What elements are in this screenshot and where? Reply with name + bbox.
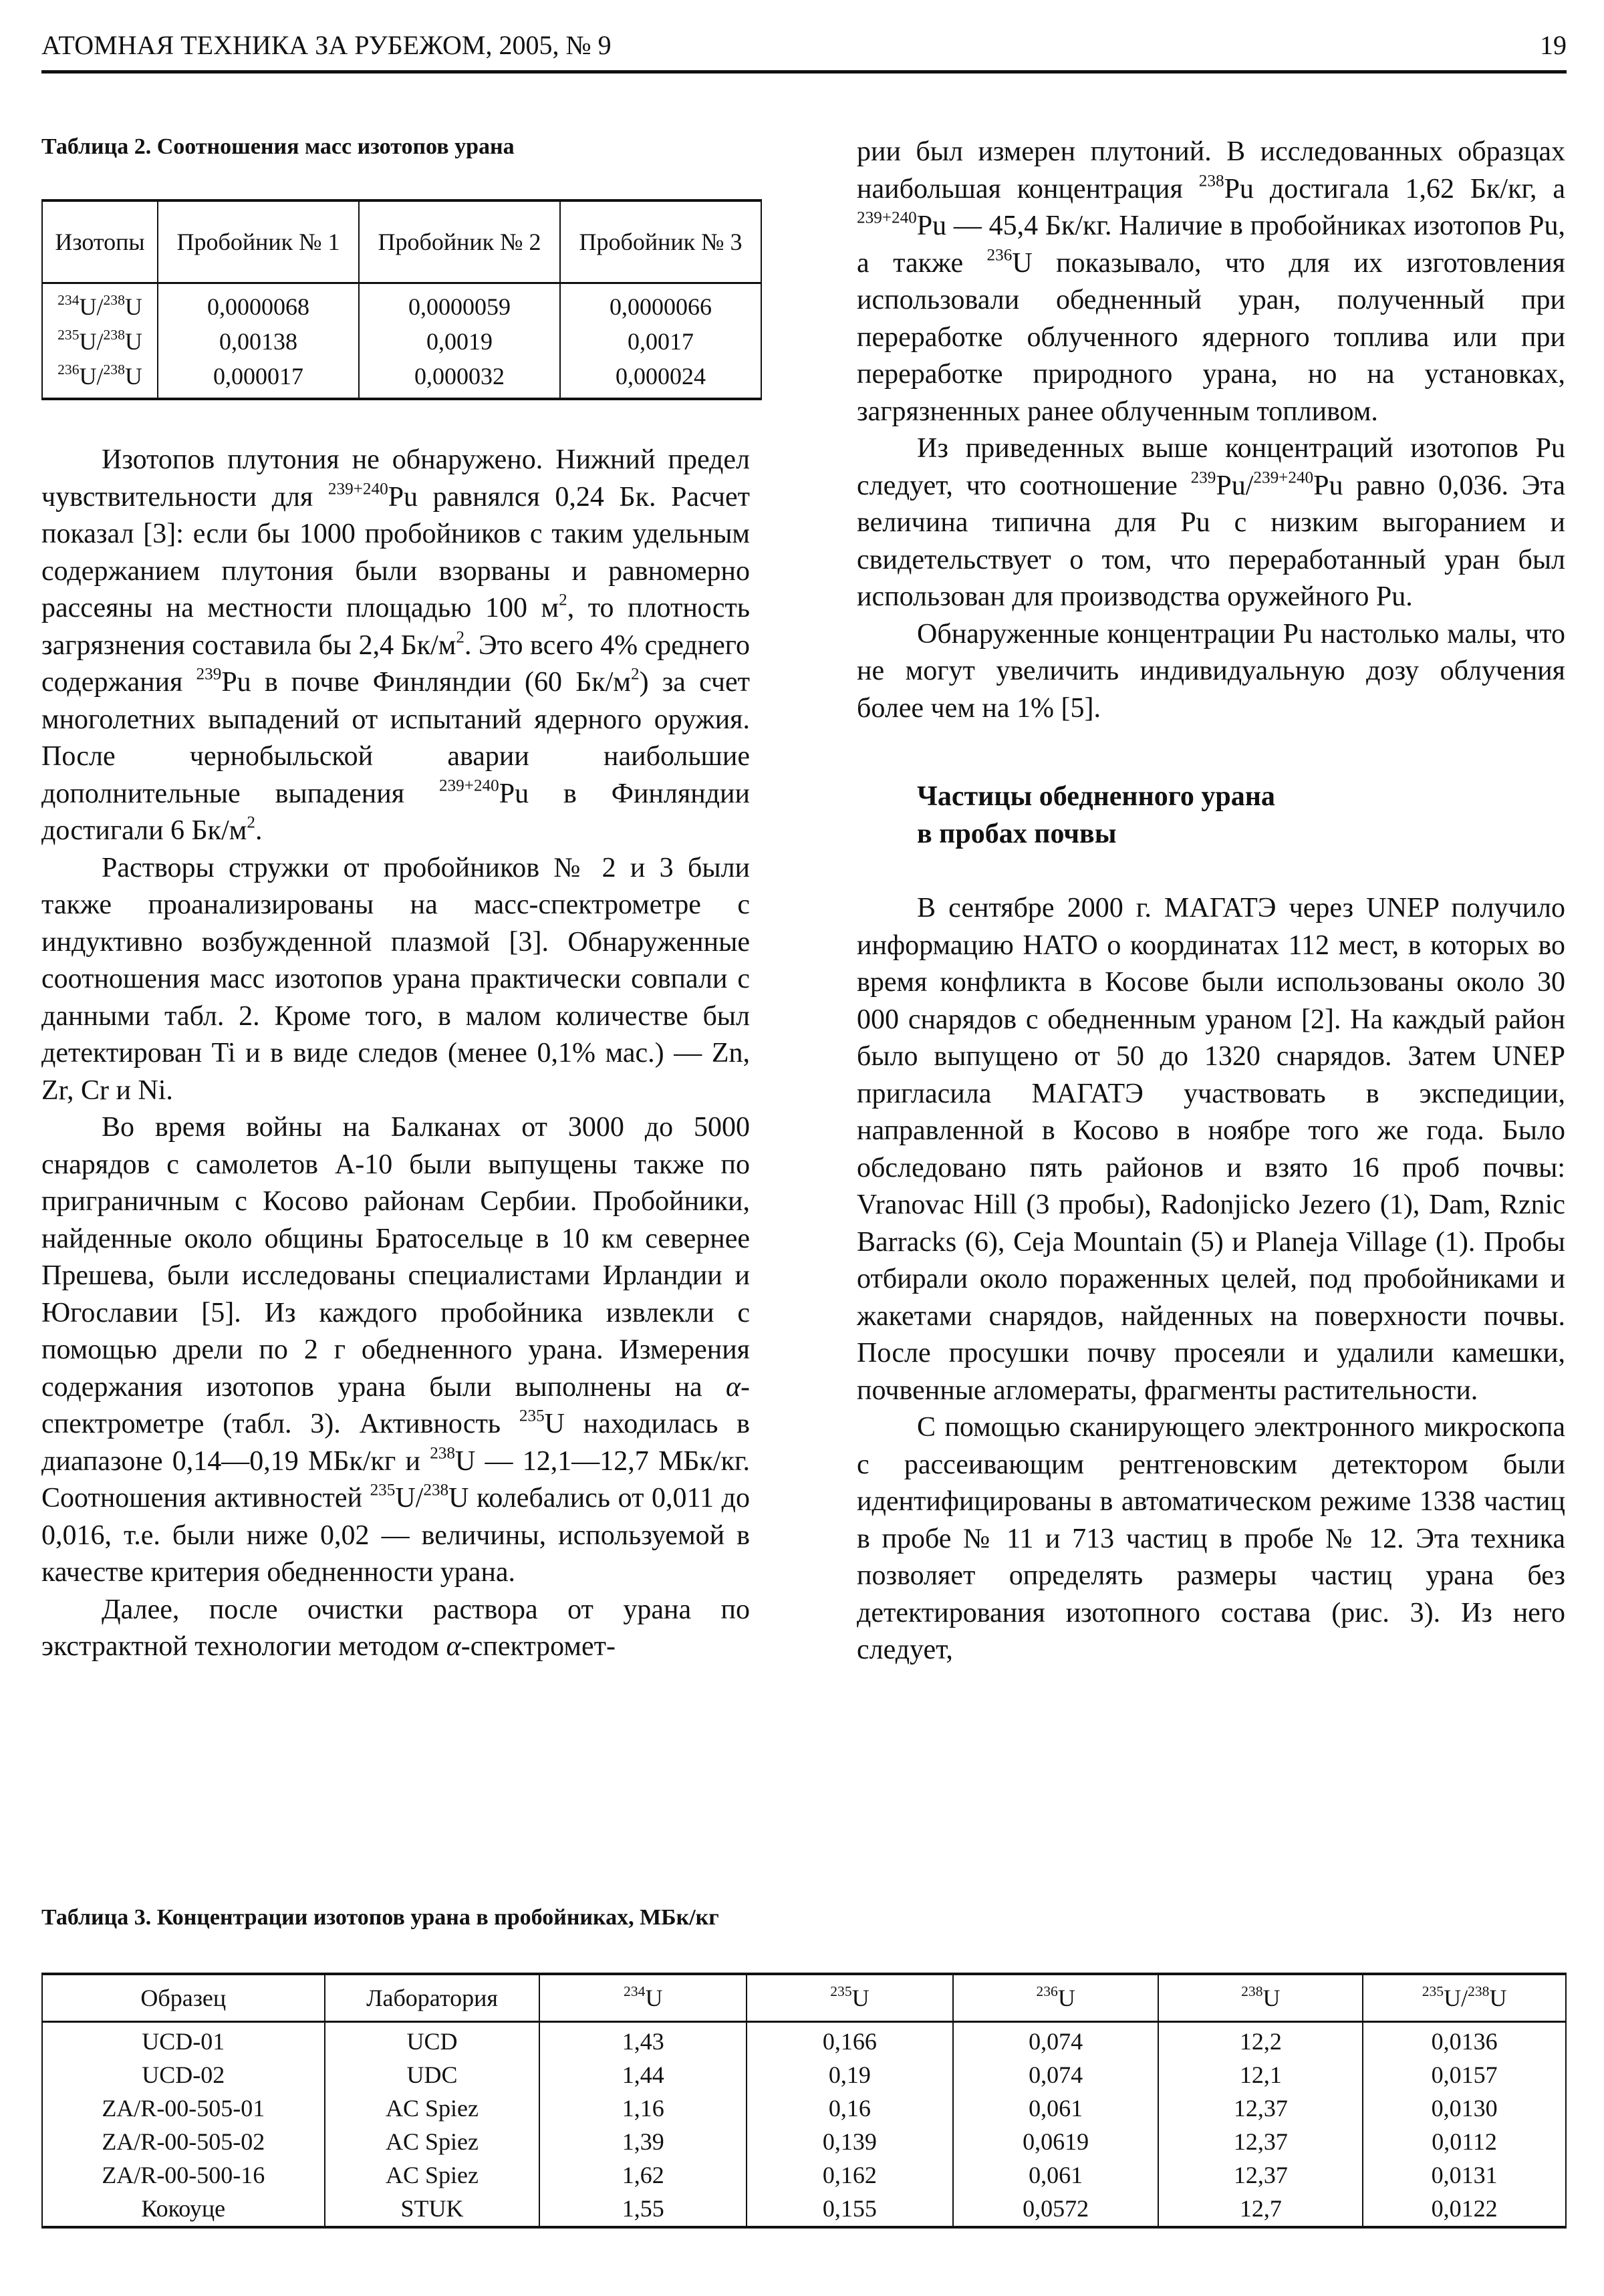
u235-value: 0,166 (747, 2022, 953, 2059)
u234-value: 1,43 (539, 2022, 747, 2059)
sample-id: Кокоуце (42, 2192, 325, 2227)
table-row (42, 359, 761, 399)
u235-value: 0,19 (747, 2058, 953, 2092)
table3-header-u238: $^{238}$U (1158, 1974, 1363, 2022)
isotope-ratio-label: $^{234}$U/$^{238}$U (42, 283, 158, 325)
u238-value: 12,37 (1158, 2125, 1363, 2158)
ratio-value: 0,0130 (1363, 2092, 1566, 2125)
table2-header-penetrator-2: Пробойник № 2 (359, 200, 560, 283)
laboratory: UCD (325, 2022, 540, 2059)
sample-id: UCD-02 (42, 2058, 325, 2092)
paragraph-kosovo-expedition: В сентябре 2000 г. МАГАТЭ через UNEP получило информацию НАТО о координатах 112 мест, в которых во время конфликта в Косове были использованы около 30 000 снарядов с обедненным ураном [2]. На каждый район было выпущено от 50 до 1320 снарядов. Затем UNEP пригласила МАГАТЭ участвовать в экспедиции, направленной в Косово в ноябре того же года. Было обследовано пять районов и взято 16 проб почвы: Vranovac Hill (3 пробы), Radonjicko Jezero (1), Dam, Rznic Barracks (6), Ceja Mountain (5) и Planeja Village (1). Пробы отбирали около пораженных целей, под пробойниками и жакетами снарядов, найденных на поверхности почвы. После просушки почву просеяли и удалили камешки, почвенные агломераты, фрагменты растительности. (857, 893, 1565, 1406)
u238-value: 12,7 (1158, 2192, 1363, 2227)
table3-header-u234: $^{234}$U (539, 1974, 747, 2022)
sample-id: UCD-01 (42, 2022, 325, 2059)
table-cell: 0,000032 (359, 359, 560, 399)
u235-value: 0,16 (747, 2092, 953, 2125)
table-cell: 0,0019 (359, 324, 560, 359)
u234-value: 1,55 (539, 2192, 747, 2227)
u236-value: 0,074 (953, 2022, 1159, 2059)
paragraph-extraction: Далее, после очистки раствора от урана по экстрактной технологии методом α-спектромет- (41, 1594, 750, 1662)
table-row (42, 2192, 1566, 2227)
paragraph-pu-dose: Обнаруженные концентрации Pu настолько малы, что не могут увеличить индивидуальную дозу облучения более чем на 1% [5]. (857, 618, 1565, 724)
paragraph-balkans: Во время войны на Балканах от 3000 до 5000 снарядов с самолетов А-10 были выпущены также по приграничным с Косово районам Сербии. Пробойники, найденные около общины Братосельце в 10 км севернее Прешева, были исследованы специалистами Ирландии и Югославии [5]. Из каждого пробойника извлекли с помощью дрели по 2 г обедненного урана. Измерения содержания изотопов урана были выполнены на α-спектрометре (табл. 3). Активность $^{235}$U находилась в диапазоне 0,14—0,19 МБк/кг и $^{238}$U — 12,1—12,7 МБк/кг. Соотношения активностей $^{235}$U/$^{238}$U колебались от 0,011 до 0,016, т.е. были ниже 0,02 — величины, используемой в качестве критерия обедненности урана. (41, 1112, 750, 1588)
u234-value: 1,44 (539, 2058, 747, 2092)
table-row (42, 2058, 1566, 2092)
table3-section (41, 1904, 1567, 2229)
table-cell: 0,000017 (158, 359, 359, 399)
left-column (41, 134, 750, 1666)
paragraph-icp-ms: Растворы стружки от пробойников № 2 и 3 были также проанализированы на масс-спектрометре с индуктивно возбужденной плазмой [3]. Обнаруженные соотношения масс изотопов урана практически совпали с данными табл. 2. Кроме того, в малом количестве был детектирован Ti и в виде следов (менее 0,1% мас.) — Zn, Zr, Cr и Ni. (41, 852, 750, 1106)
sample-id: ZA/R-00-505-01 (42, 2092, 325, 2125)
paragraph-plutonium-measured: рии был измерен плутоний. В исследованных образцах наибольшая концентрация $^{238}$Pu достигала 1,62 Бк/кг, а $^{239+240}$Pu — 45,4 Бк/кг. Наличие в пробойниках изотопов Pu, а также $^{236}$U показывало, что для их изготовления использовали обедненный уран, полученный при переработке облученного ядерного топлива или при переработке природного урана, но на установках, загрязненных ранее облученным топливом. (857, 136, 1566, 427)
isotope-ratio-label: $^{236}$U/$^{238}$U (42, 359, 158, 399)
table2-header-isotopes: Изотопы (42, 200, 158, 283)
u235-value: 0,155 (747, 2192, 953, 2227)
u235-value: 0,139 (747, 2125, 953, 2158)
table3-header-u235: $^{235}$U (747, 1974, 953, 2022)
table3-header-ratio: $^{235}$U/$^{238}$U (1363, 1974, 1566, 2022)
paragraph-plutonium-not-found: Изотопов плутония не обнаружено. Нижний предел чувствительности для $^{239+240}$Pu равнялся 0,24 Бк. Расчет показал [3]: если бы 1000 пробойников с таким удельным содержанием плутония были взорваны и равномерно рассеяны на местности площадью 100 $м^2$, то плотность загрязнения составила бы 2,4 $Бк/м^2$. Это всего 4% среднего содержания $^{239}$Pu в почве Финляндии (60 $Бк/м^2$) за счет многолетних выпадений от испытаний ядерного оружия. После чернобыльской аварии наибольшие дополнительные выпадения $^{239+240}$Pu в Финляндии достигали 6 $Бк/м^2$. (41, 444, 751, 846)
laboratory: STUK (325, 2192, 540, 2227)
u238-value: 12,37 (1158, 2092, 1363, 2125)
table2-caption: Таблица 2. Соотношения масс изотопов урана (41, 134, 515, 159)
ratio-value: 0,0157 (1363, 2058, 1566, 2092)
u236-value: 0,061 (953, 2092, 1159, 2125)
table3-header-laboratory: Лаборатория (325, 1974, 540, 2022)
u236-value: 0,0572 (953, 2192, 1159, 2227)
u234-value: 1,16 (539, 2092, 747, 2125)
u238-value: 12,2 (1158, 2022, 1363, 2059)
u236-value: 0,061 (953, 2158, 1159, 2192)
table2-header-penetrator-1: Пробойник № 1 (158, 200, 359, 283)
right-column (857, 134, 1565, 1669)
paragraph-pu-ratio: Из приведенных выше концентраций изотопов Pu следует, что соотношение $^{239}$Pu/$^{239+240}$Pu равно 0,036. Эта величина типична для Pu с низким выгоранием и свидетельствует о том, что переработанный уран был использован для производства оружейного Pu. (857, 433, 1565, 612)
table-cell: 0,0017 (560, 324, 761, 359)
u238-value: 12,37 (1158, 2158, 1363, 2192)
table-row (42, 2022, 1566, 2059)
u234-value: 1,39 (539, 2125, 747, 2158)
paragraph-sem-analysis: С помощью сканирующего электронного микроскопа с рассеивающим рентгеновским детектором были идентифицированы в автоматическом режиме 1338 частиц в пробе № 11 и 713 частиц в пробе № 12. Эта техника позволяет определять размеры частиц урана без детектирования изотопного состава (рис. 3). Из него следует, (857, 1412, 1565, 1665)
laboratory: AC Spiez (325, 2125, 540, 2158)
ratio-value: 0,0122 (1363, 2192, 1566, 2227)
table2-isotope-ratios (41, 199, 762, 400)
table3-caption: Таблица 3. Концентрации изотопов урана в пробойниках, МБк/кг (41, 1905, 719, 1930)
u236-value: 0,074 (953, 2058, 1159, 2092)
page-number: 19 (1540, 30, 1567, 60)
table3-header-sample: Образец (42, 1974, 325, 2022)
journal-title: АТОМНАЯ ТЕХНИКА ЗА РУБЕЖОМ, 2005, № 9 (41, 30, 612, 60)
table-cell: 0,000024 (560, 359, 761, 399)
sample-id: ZA/R-00-505-02 (42, 2125, 325, 2158)
isotope-ratio-label: $^{235}$U/$^{238}$U (42, 324, 158, 359)
table-cell: 0,0000066 (560, 283, 761, 325)
table-cell: 0,00138 (158, 324, 359, 359)
table-row (42, 2125, 1566, 2158)
u236-value: 0,0619 (953, 2125, 1159, 2158)
table-row (42, 2158, 1566, 2192)
laboratory: AC Spiez (325, 2092, 540, 2125)
table3-uranium-concentrations (41, 1973, 1567, 2229)
table2-header-penetrator-3: Пробойник № 3 (560, 200, 761, 283)
table3-header-u236: $^{236}$U (953, 1974, 1159, 2022)
table-row (42, 283, 761, 325)
table-cell: 0,0000068 (158, 283, 359, 325)
ratio-value: 0,0112 (1363, 2125, 1566, 2158)
table-cell: 0,0000059 (359, 283, 560, 325)
laboratory: AC Spiez (325, 2158, 540, 2192)
section-heading: Частицы обедненного урана в пробах почвы (917, 781, 1275, 849)
running-header (41, 27, 1567, 74)
table-row (42, 324, 761, 359)
u238-value: 12,1 (1158, 2058, 1363, 2092)
u235-value: 0,162 (747, 2158, 953, 2192)
ratio-value: 0,0131 (1363, 2158, 1566, 2192)
ratio-value: 0,0136 (1363, 2022, 1566, 2059)
laboratory: UDC (325, 2058, 540, 2092)
sample-id: ZA/R-00-500-16 (42, 2158, 325, 2192)
u234-value: 1,62 (539, 2158, 747, 2192)
table-row (42, 2092, 1566, 2125)
